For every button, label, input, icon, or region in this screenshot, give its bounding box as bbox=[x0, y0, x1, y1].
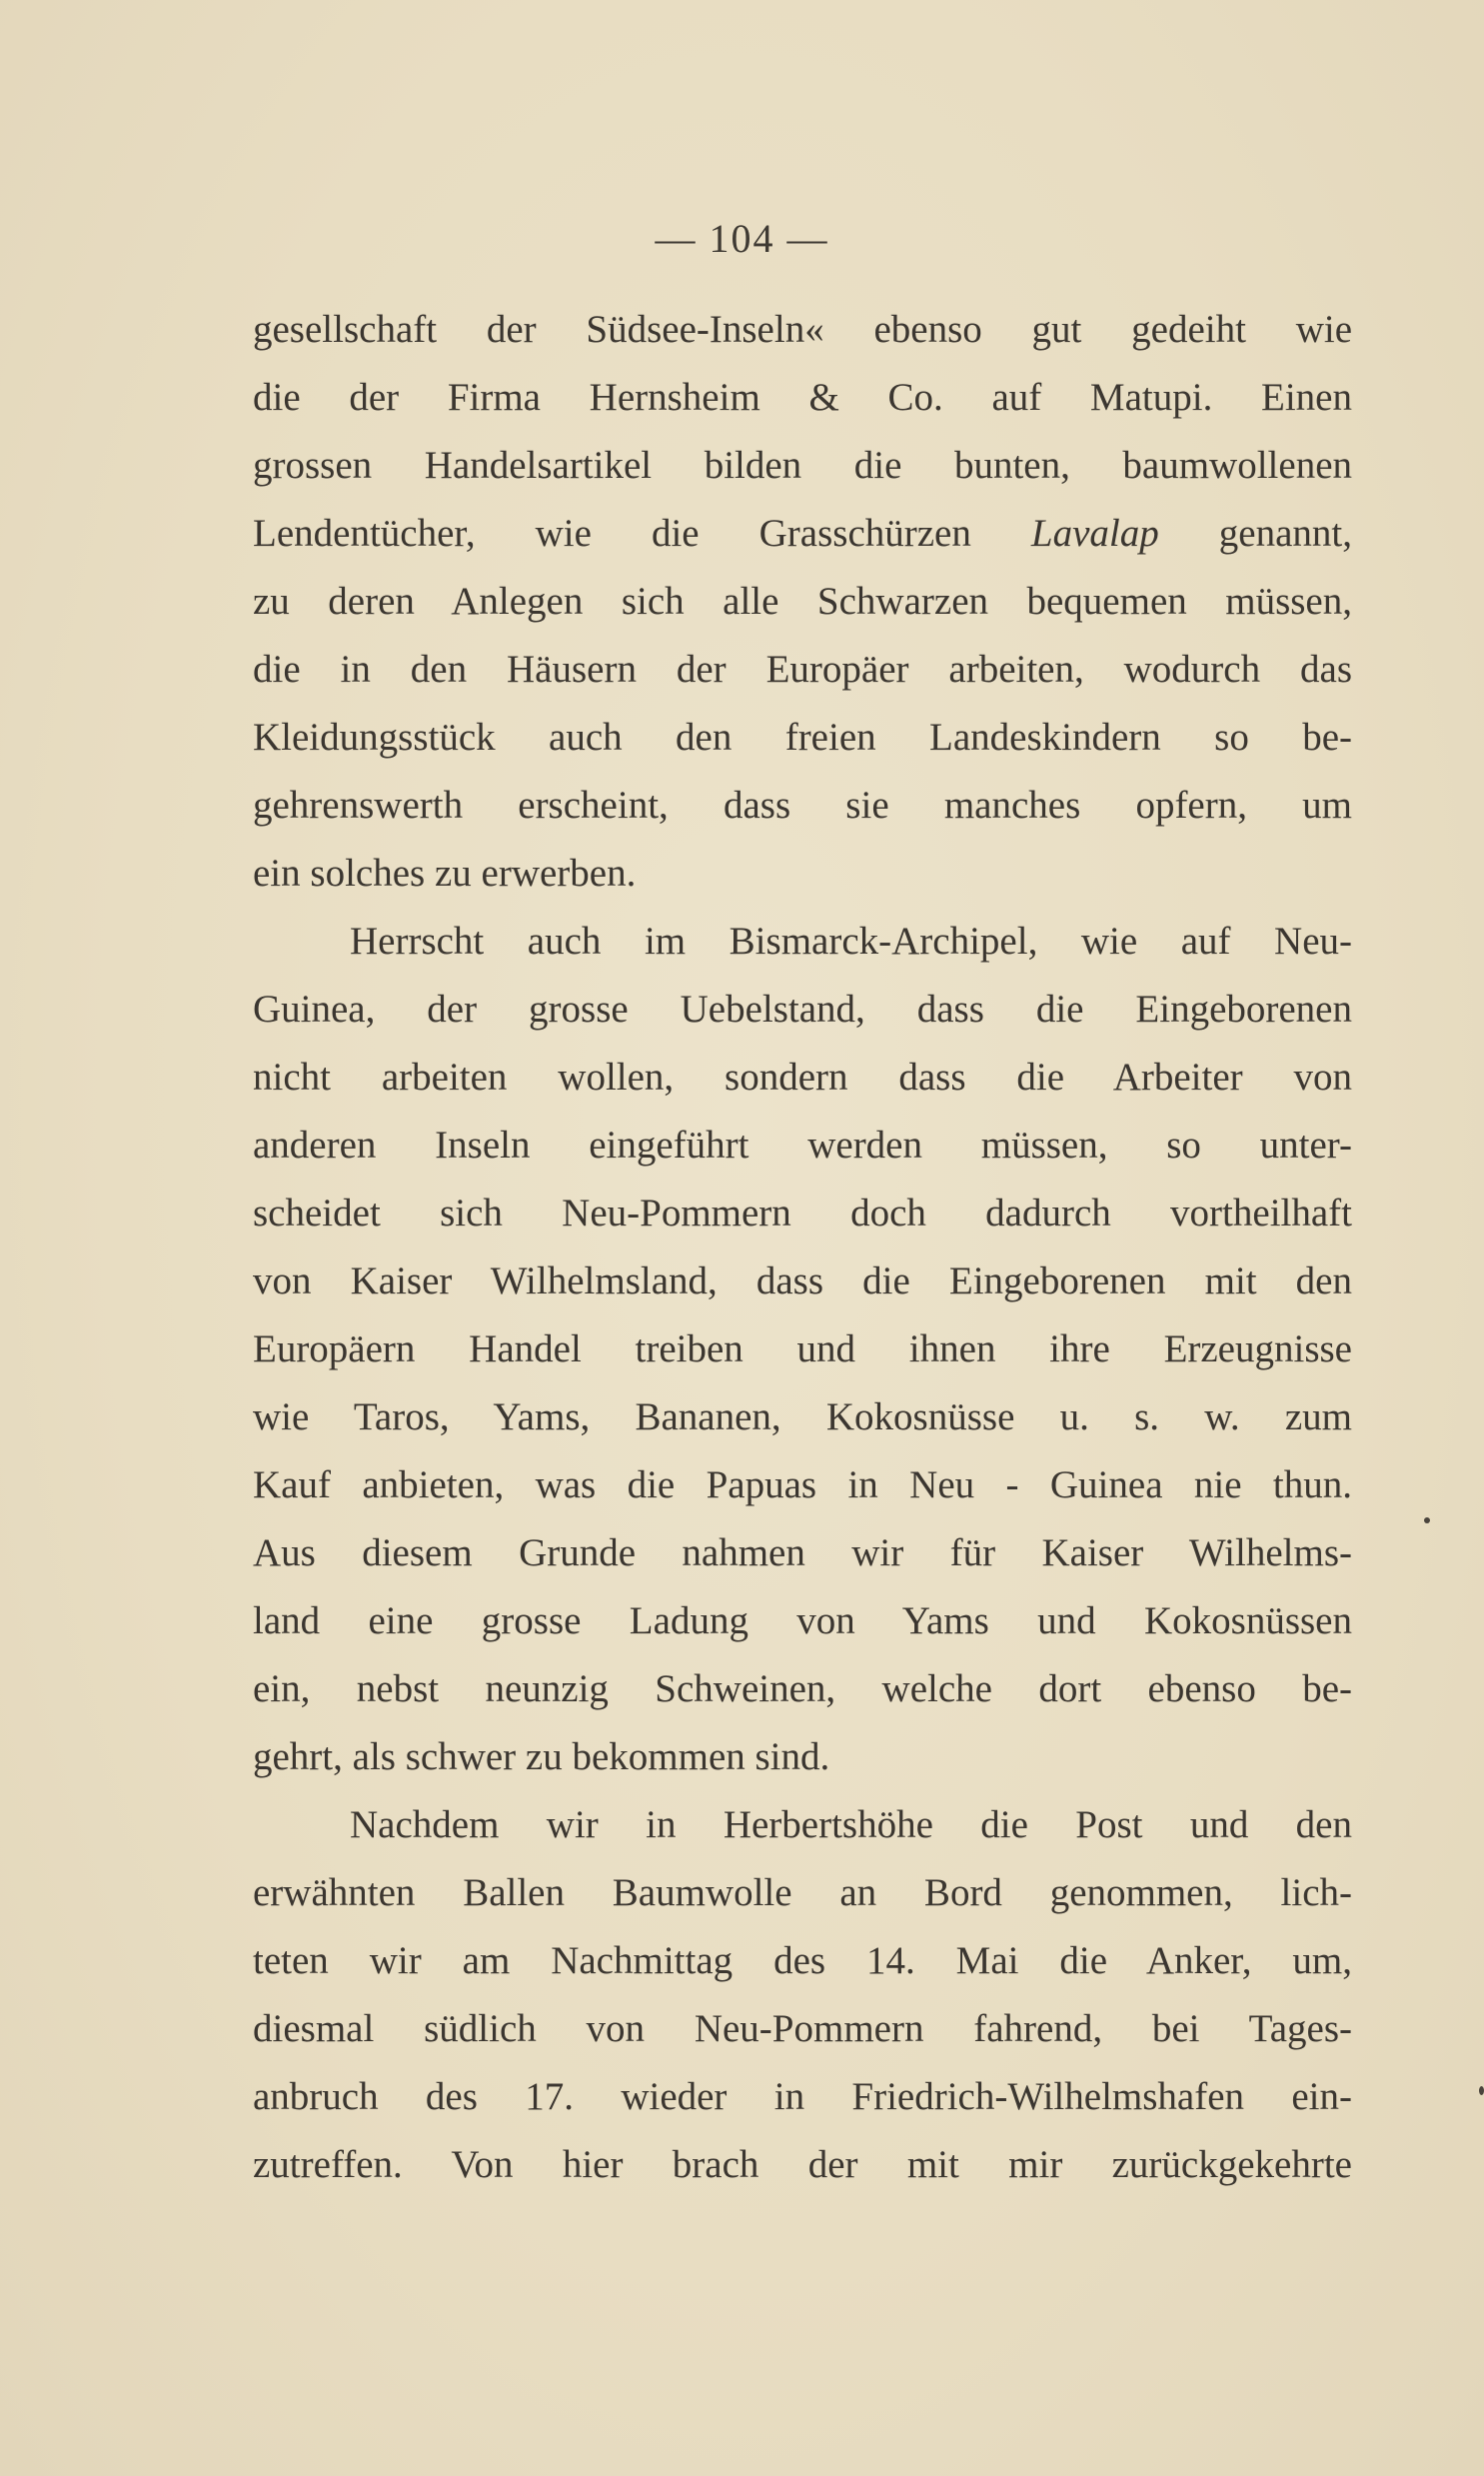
text-line: zutreffen. Von hier brach der mit mir zurückgekehrte bbox=[253, 2143, 1352, 2186]
text-line: Aus diesem Grunde nahmen wir für Kaiser Wilhelms- bbox=[253, 1531, 1352, 1574]
text-line: ein, nebst neunzig Schweinen, welche dort ebenso be- bbox=[253, 1667, 1352, 1710]
paper-speck bbox=[1424, 1517, 1430, 1523]
text-line: zu deren Anlegen sich alle Schwarzen bequemen müssen, bbox=[253, 580, 1352, 623]
text-line: wie Taros, Yams, Bananen, Kokosnüsse u. s. w. zum bbox=[253, 1395, 1352, 1438]
text-line: Kleidungsstück auch den freien Landeskindern so be- bbox=[253, 716, 1352, 759]
text-line: Europäern Handel treiben und ihnen ihre Erzeugnisse bbox=[253, 1327, 1352, 1370]
text-segment: Lendentücher, wie die Grasschürzen bbox=[253, 512, 1031, 555]
text-line: ein solches zu erwerben. bbox=[253, 852, 637, 895]
text-line: Herrscht auch im Bismarck-Archipel, wie auf Neu- bbox=[350, 920, 1352, 963]
text-line: erwähnten Ballen Baumwolle an Bord genommen, lich- bbox=[253, 1871, 1352, 1914]
text-line: Nachdem wir in Herbertshöhe die Post und den bbox=[350, 1803, 1352, 1846]
text-line: nicht arbeiten wollen, sondern dass die Arbeiter von bbox=[253, 1056, 1352, 1099]
body-text bbox=[253, 296, 1352, 2199]
text-line: die in den Häusern der Europäer arbeiten, wodurch das bbox=[253, 648, 1352, 691]
text-line bbox=[253, 500, 1352, 568]
text-line: Guinea, der grosse Uebelstand, dass die Eingeborenen bbox=[253, 988, 1352, 1031]
text-line: diesmal südlich von Neu-Pommern fahrend, bei Tages- bbox=[253, 2007, 1352, 2050]
text-line: gehrt, als schwer zu bekommen sind. bbox=[253, 1735, 830, 1778]
text-line: land eine grosse Ladung von Yams und Kokosnüssen bbox=[253, 1599, 1352, 1642]
text-line: anbruch des 17. wieder in Friedrich-Wilhelmshafen ein- bbox=[253, 2075, 1352, 2118]
text-line: die der Firma Hernsheim & Co. auf Matupi. Einen bbox=[253, 376, 1352, 419]
text-line: von Kaiser Wilhelmsland, dass die Eingeborenen mit den bbox=[253, 1259, 1352, 1302]
text-line: teten wir am Nachmittag des 14. Mai die Anker, um, bbox=[253, 1939, 1352, 1982]
page-number: — 104 — bbox=[655, 216, 829, 261]
text-line: anderen Inseln eingeführt werden müssen, so unter- bbox=[253, 1124, 1352, 1167]
text-line: grossen Handelsartikel bilden die bunten, baumwollenen bbox=[253, 444, 1352, 487]
text-segment: genannt, bbox=[1158, 512, 1352, 555]
text-line: gesellschaft der Südsee-Inseln« ebenso gut gedeiht wie bbox=[253, 308, 1352, 351]
italic-term: Lavalap bbox=[1030, 512, 1159, 555]
text-line: Kauf anbieten, was die Papuas in Neu - Guinea nie thun. bbox=[253, 1463, 1352, 1506]
text-line: gehrenswerth erscheint, dass sie manches opfern, um bbox=[253, 784, 1352, 827]
paper-speck bbox=[1479, 2086, 1484, 2095]
text-line: scheidet sich Neu-Pommern doch dadurch vortheilhaft bbox=[253, 1192, 1352, 1235]
